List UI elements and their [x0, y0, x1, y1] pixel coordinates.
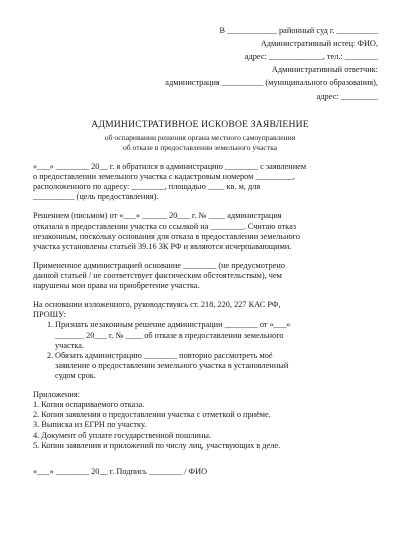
header-line-plaintiff-address: адрес: _____________, тел.: ________	[244, 52, 378, 62]
paragraph-line: «___» ________ 20__ г. я обратился в администрацию ________ с заявлением	[33, 162, 307, 171]
paragraph-line: отказала в предоставлении участка со ссылкой на ________. Считаю отказ	[33, 221, 297, 231]
paragraph-line: данной статьей / не соответствует фактическим обстоятельствам), чем	[33, 270, 282, 280]
request-line: _______ 20___ г. № ____ об отказе в предоставлении земельного	[55, 330, 284, 340]
document-body	[33, 162, 373, 477]
attachment-item: 4. Документ об уплате государственной пошлины.	[33, 430, 212, 440]
request-line: судом срок.	[55, 370, 96, 380]
request-heading: ПРОШУ:	[33, 310, 66, 320]
header-line-plaintiff: Административный истец: ФИО,	[260, 39, 378, 49]
paragraph-line: о предоставлении земельного участка с кадастровым номером _________,	[33, 172, 295, 182]
request-line: Обязать администрацию ________ повторно рассмотреть моё	[55, 350, 273, 360]
paragraph-application	[33, 162, 373, 202]
signature-line: «___» ________ 20__ г. Подпись ________ / ФИО	[33, 466, 208, 476]
header-line-administration: администрация __________ (муниципального образования),	[165, 78, 378, 88]
paragraph-line: __________ (цель предоставления).	[33, 192, 159, 202]
paragraph-refusal	[33, 211, 373, 251]
attachments-block	[33, 390, 373, 451]
request-item-2	[33, 351, 373, 381]
basis-line: На основании изложенного, руководствуясь ст. 218, 220, 227 КАС РФ,	[33, 300, 281, 310]
header-line-defendant: Административный ответчик:	[271, 65, 378, 75]
attachments-heading: Приложения:	[33, 390, 80, 400]
document-subtitle-line-1: об оспаривании решения органа местного самоуправления	[104, 133, 296, 142]
attachment-item: 2. Копия заявления о предоставлении участка с отметкой о приёме.	[33, 410, 271, 420]
document-title: АДМИНИСТРАТИВНОЕ ИСКОВОЕ ЗАЯВЛЕНИЕ	[91, 119, 309, 130]
request-line: заявление о предоставлении земельного участка в установленный	[55, 360, 289, 370]
paragraph-line: Решением (письмом) от «___» ______ 20___ г. № ____ администрация	[33, 211, 282, 221]
court-header	[78, 26, 378, 105]
request-number: 2.	[47, 350, 54, 360]
request-line: Признать незаконным решение администрации ________ от «___»	[55, 320, 291, 330]
header-line-defendant-address: адрес: _________	[316, 91, 378, 101]
header-line-court: В ____________ районный суд г. __________	[219, 26, 378, 35]
paragraph-line: расположенного по адресу: ________, площадью ____ кв. м, для	[33, 182, 261, 192]
request-number: 1.	[47, 320, 54, 330]
attachment-item: 1. Копия оспариваемого отказа.	[33, 400, 145, 410]
attachment-item: 5. Копии заявления и приложений по числу лиц, участвующих в деле.	[33, 440, 281, 450]
paragraph-line: нарушены мои права на приобретение участка.	[33, 281, 200, 291]
paragraph-line: незаконным, поскольку основания для отказа в предоставлении земельного	[33, 231, 301, 241]
paragraph-line: Примененное администрацией основание ________ (не предусмотрено	[33, 260, 285, 270]
basis-block	[33, 300, 373, 320]
paragraph-grounds	[33, 261, 373, 291]
attachment-item: 3. Выписка из ЕГРН по участку.	[33, 420, 147, 430]
paragraph-line: участка установлены статьей 39.16 ЗК РФ и являются исчерпывающими.	[33, 241, 292, 251]
request-item-1	[33, 320, 373, 350]
request-line: участка.	[55, 340, 84, 350]
document-subtitle-line-2: об отказе в предоставлении земельного участка	[122, 143, 278, 152]
